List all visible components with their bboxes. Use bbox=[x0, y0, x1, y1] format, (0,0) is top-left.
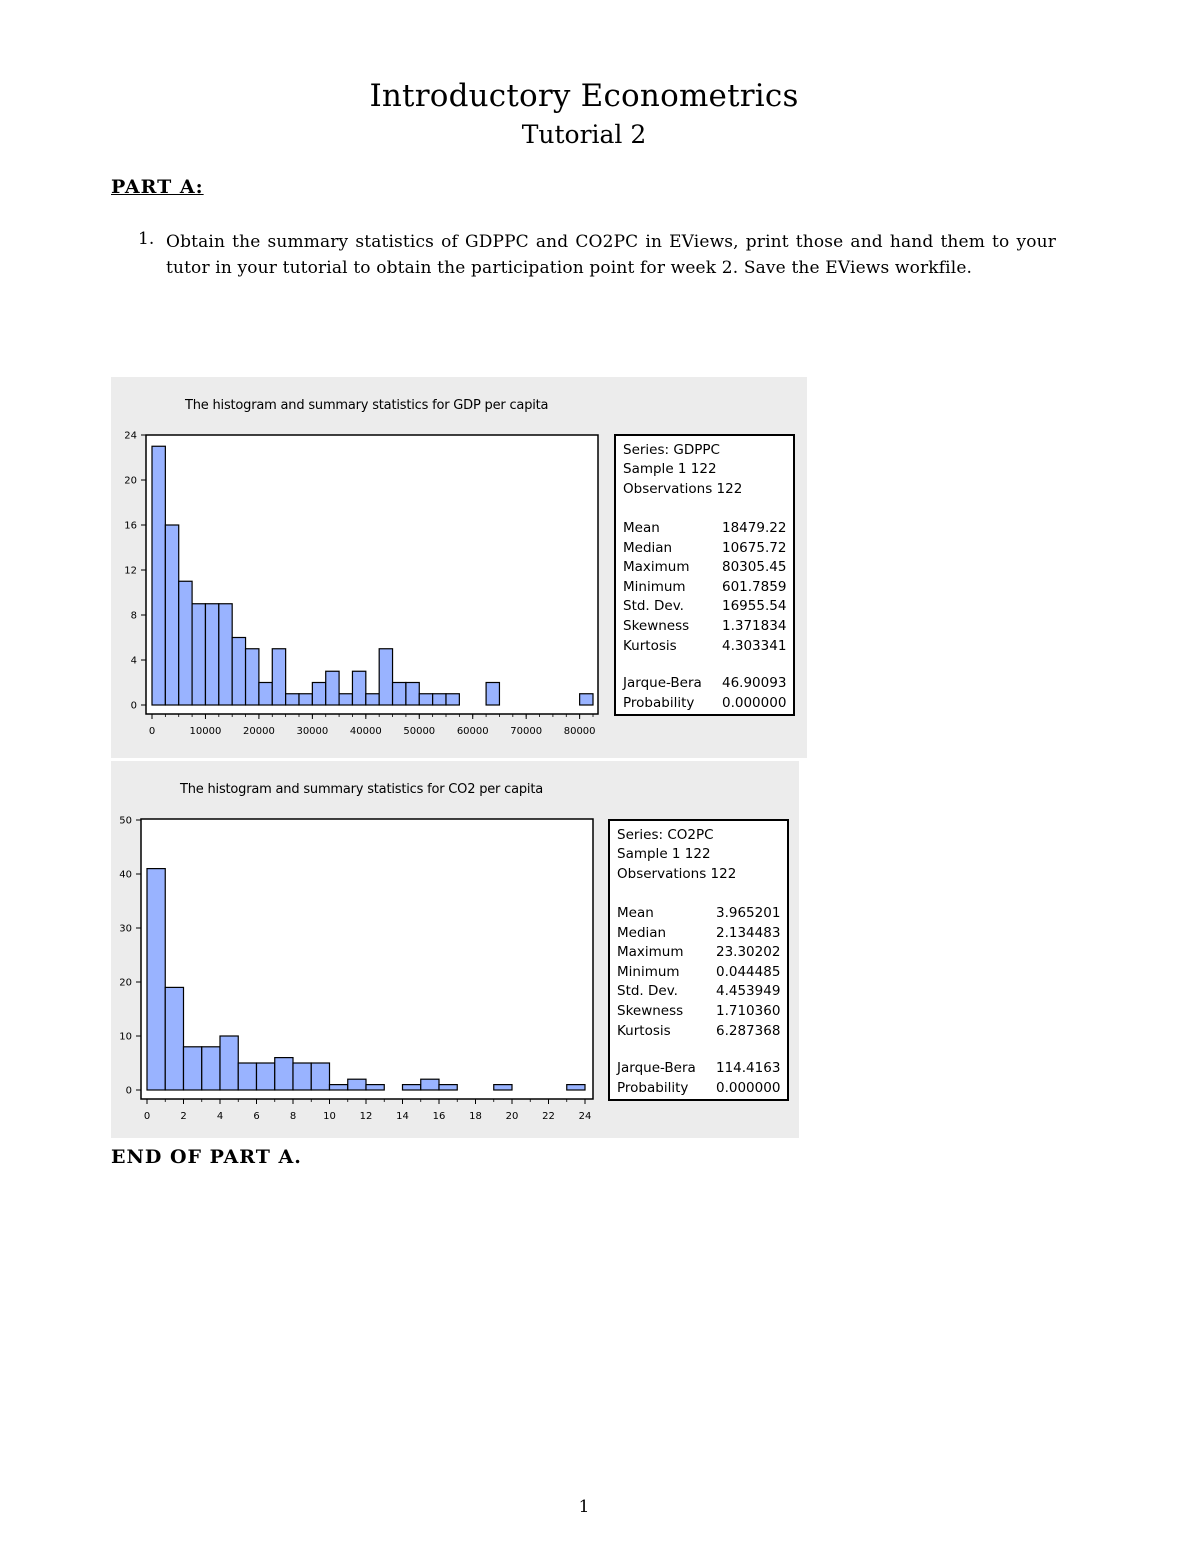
co2-bar bbox=[202, 1047, 220, 1090]
co2-stat-label: Median bbox=[617, 924, 667, 941]
gdp-bar bbox=[393, 683, 406, 706]
co2-stat-label: Skewness bbox=[617, 1003, 684, 1019]
gdp-bar bbox=[339, 694, 352, 705]
gdp-bar bbox=[272, 649, 285, 705]
co2-stat-row bbox=[617, 983, 781, 1001]
co2-bar bbox=[275, 1058, 293, 1090]
gdp-stat-row bbox=[623, 559, 787, 577]
gdp-x-tick-label: 40000 bbox=[349, 726, 382, 737]
document-subtitle: Tutorial 2 bbox=[521, 120, 647, 149]
co2-bar bbox=[494, 1085, 512, 1090]
co2-stat-row bbox=[617, 905, 781, 923]
co2-stats-observations: Observations 122 bbox=[617, 866, 737, 882]
co2-test-value: 114.4163 bbox=[716, 1060, 781, 1077]
co2-y-tick-label: 50 bbox=[119, 815, 132, 827]
gdp-x-tick-label: 70000 bbox=[510, 726, 543, 737]
gdp-stat-row bbox=[623, 520, 787, 538]
gdp-bar bbox=[326, 671, 339, 705]
gdp-stat-label: Std. Dev. bbox=[623, 598, 684, 615]
gdp-stat-value: 1.371834 bbox=[722, 618, 787, 634]
co2-x-tick-label: 20 bbox=[505, 1111, 519, 1122]
co2-stat-value: 0.044485 bbox=[716, 963, 781, 980]
co2-stats-series: Series: CO2PC bbox=[617, 827, 714, 843]
gdp-y-tick-label: 4 bbox=[130, 655, 137, 667]
co2-test-label: Probability bbox=[617, 1079, 689, 1096]
co2-stats-sample: Sample 1 122 bbox=[617, 846, 711, 862]
gdp-stat-label: Maximum bbox=[623, 559, 690, 576]
co2-chart-title: The histogram and summary statistics for CO2 per capita bbox=[180, 782, 543, 797]
co2-bar bbox=[257, 1063, 275, 1090]
co2-x-tick-label: 16 bbox=[432, 1111, 446, 1122]
co2-test-value: 0.000000 bbox=[716, 1079, 781, 1096]
co2-x-tick-label: 24 bbox=[578, 1111, 592, 1122]
co2-bar bbox=[147, 869, 165, 1090]
co2-x-tick-label: 14 bbox=[396, 1111, 409, 1122]
co2-x-tick-label: 4 bbox=[216, 1111, 224, 1122]
gdp-bar bbox=[259, 683, 272, 706]
gdp-bar bbox=[165, 525, 178, 705]
gdp-bar bbox=[179, 581, 192, 705]
page-number: 1 bbox=[578, 1497, 590, 1517]
gdp-stats-series: Series: GDPPC bbox=[623, 442, 720, 458]
co2-bar bbox=[366, 1085, 384, 1090]
gdp-x-tick-label: 10000 bbox=[189, 726, 222, 737]
gdp-bar bbox=[446, 694, 459, 705]
gdp-y-tick-label: 20 bbox=[124, 475, 137, 487]
co2-stat-label: Kurtosis bbox=[617, 1022, 671, 1039]
gdp-stat-label: Skewness bbox=[623, 618, 690, 634]
gdp-bar bbox=[312, 683, 325, 706]
gdp-stat-row bbox=[623, 598, 787, 616]
co2-bar bbox=[348, 1079, 366, 1090]
co2-x-tick-label: 12 bbox=[359, 1111, 373, 1122]
co2-x-tick-label: 0 bbox=[143, 1111, 151, 1122]
document-title: Introductory Econometrics bbox=[369, 78, 799, 114]
gdp-bar bbox=[205, 604, 218, 705]
gdp-stat-value: 16955.54 bbox=[722, 598, 787, 615]
co2-y-tick-label: 0 bbox=[125, 1085, 132, 1097]
gdp-bar bbox=[299, 694, 312, 705]
gdp-bar bbox=[286, 694, 299, 705]
question-number: 1. bbox=[138, 229, 155, 249]
gdp-bar bbox=[580, 694, 593, 705]
gdp-stat-row bbox=[623, 638, 787, 656]
gdp-stat-label: Minimum bbox=[623, 578, 686, 595]
co2-stat-row bbox=[617, 1003, 781, 1021]
co2-bar bbox=[311, 1063, 329, 1090]
gdp-stat-row bbox=[623, 579, 787, 597]
gdp-y-tick-label: 12 bbox=[124, 565, 137, 577]
co2-test-label: Jarque-Bera bbox=[617, 1060, 696, 1077]
co2-test-row bbox=[617, 1060, 781, 1078]
gdp-x-tick-label: 80000 bbox=[563, 726, 596, 737]
part-a-heading: PART A: bbox=[111, 176, 204, 198]
co2-x-tick-label: 10 bbox=[323, 1111, 336, 1122]
gdp-stat-value: 601.7859 bbox=[722, 578, 787, 595]
co2-stat-value: 23.30202 bbox=[716, 944, 781, 961]
gdp-bar bbox=[379, 649, 392, 705]
co2-stat-label: Std. Dev. bbox=[617, 983, 678, 1000]
gdp-bar bbox=[433, 694, 446, 705]
gdp-stats-sample: Sample 1 122 bbox=[623, 461, 717, 477]
gdp-x-tick-label: 60000 bbox=[456, 726, 489, 737]
gdp-y-tick-label: 8 bbox=[130, 610, 137, 622]
gdp-stat-value: 4.303341 bbox=[722, 637, 787, 654]
co2-x-tick-label: 18 bbox=[469, 1111, 482, 1122]
gdp-stats-box bbox=[614, 434, 795, 716]
gdp-stat-value: 80305.45 bbox=[722, 559, 787, 576]
co2-stat-value: 2.134483 bbox=[716, 924, 781, 941]
co2-y-tick-label: 30 bbox=[119, 923, 132, 935]
co2-bar bbox=[439, 1085, 457, 1090]
co2-x-tick-label: 22 bbox=[542, 1111, 555, 1122]
gdp-stat-label: Kurtosis bbox=[623, 637, 677, 654]
co2-bar bbox=[238, 1063, 256, 1090]
co2-bar bbox=[330, 1085, 348, 1090]
gdp-bar bbox=[486, 683, 499, 706]
co2-stat-value: 6.287368 bbox=[716, 1022, 781, 1039]
co2-bar bbox=[293, 1063, 311, 1090]
gdp-bar bbox=[352, 671, 365, 705]
gdp-bar bbox=[406, 683, 419, 706]
co2-bar bbox=[184, 1047, 202, 1090]
co2-histogram-figure bbox=[111, 761, 799, 1138]
co2-bar bbox=[165, 987, 183, 1090]
co2-y-tick-label: 20 bbox=[119, 977, 132, 989]
gdp-x-tick-label: 0 bbox=[148, 726, 156, 737]
co2-x-tick-label: 8 bbox=[289, 1111, 297, 1122]
gdp-y-tick-label: 0 bbox=[130, 700, 137, 712]
gdp-stats-observations: Observations 122 bbox=[623, 481, 743, 497]
co2-bar bbox=[421, 1079, 439, 1090]
gdp-test-label: Probability bbox=[623, 694, 695, 711]
gdp-stat-label: Median bbox=[623, 539, 673, 556]
gdp-stat-label: Mean bbox=[623, 520, 660, 536]
co2-test-row bbox=[617, 1080, 781, 1098]
gdp-stat-row bbox=[623, 540, 787, 558]
co2-stat-row bbox=[617, 944, 781, 962]
gdp-bar bbox=[246, 649, 259, 705]
co2-stat-row bbox=[617, 925, 781, 943]
co2-stat-label: Mean bbox=[617, 905, 654, 921]
gdp-y-tick-label: 24 bbox=[124, 430, 137, 442]
end-of-part-a: END OF PART A. bbox=[111, 1146, 302, 1168]
gdp-x-tick-label: 50000 bbox=[403, 726, 436, 737]
gdp-test-row bbox=[623, 675, 787, 693]
co2-stats-box bbox=[608, 819, 789, 1101]
gdp-bar bbox=[219, 604, 232, 705]
co2-stat-label: Maximum bbox=[617, 944, 684, 961]
gdp-chart-title: The histogram and summary statistics for GDP per capita bbox=[185, 398, 549, 413]
co2-bar bbox=[220, 1036, 238, 1090]
co2-stat-row bbox=[617, 964, 781, 982]
co2-stat-row bbox=[617, 1023, 781, 1041]
gdp-test-value: 0.000000 bbox=[722, 694, 787, 711]
gdp-test-label: Jarque-Bera bbox=[623, 675, 702, 692]
co2-stat-value: 1.710360 bbox=[716, 1003, 781, 1019]
co2-bar bbox=[403, 1085, 421, 1090]
gdp-stat-row bbox=[623, 618, 787, 636]
gdp-x-tick-label: 30000 bbox=[296, 726, 329, 737]
co2-y-tick-label: 40 bbox=[119, 869, 132, 881]
gdp-test-value: 46.90093 bbox=[722, 675, 787, 692]
gdp-bar bbox=[192, 604, 205, 705]
co2-y-tick-label: 10 bbox=[119, 1031, 132, 1043]
gdp-y-tick-label: 16 bbox=[124, 520, 137, 532]
co2-x-tick-label: 2 bbox=[180, 1111, 187, 1122]
gdp-bar bbox=[419, 694, 432, 705]
gdp-bar bbox=[232, 638, 245, 706]
gdp-x-tick-label: 20000 bbox=[243, 726, 275, 737]
gdp-test-row bbox=[623, 695, 787, 713]
co2-stat-value: 4.453949 bbox=[716, 983, 781, 1000]
gdp-stat-value: 10675.72 bbox=[722, 539, 787, 556]
co2-stat-label: Minimum bbox=[617, 963, 680, 980]
gdp-histogram-figure bbox=[111, 377, 807, 758]
co2-bar bbox=[567, 1085, 585, 1090]
gdp-bar bbox=[152, 446, 165, 705]
gdp-bar bbox=[366, 694, 379, 705]
question-text: Obtain the summary statistics of GDPPC and CO2PC in EViews, print those and hand them to your tutor in your tutorial to obtain the participation point for week 2. Save the EViews workfile. bbox=[166, 232, 1056, 278]
co2-stat-value: 3.965201 bbox=[716, 905, 781, 921]
co2-x-tick-label: 6 bbox=[253, 1111, 260, 1122]
gdp-stat-value: 18479.22 bbox=[722, 520, 787, 536]
